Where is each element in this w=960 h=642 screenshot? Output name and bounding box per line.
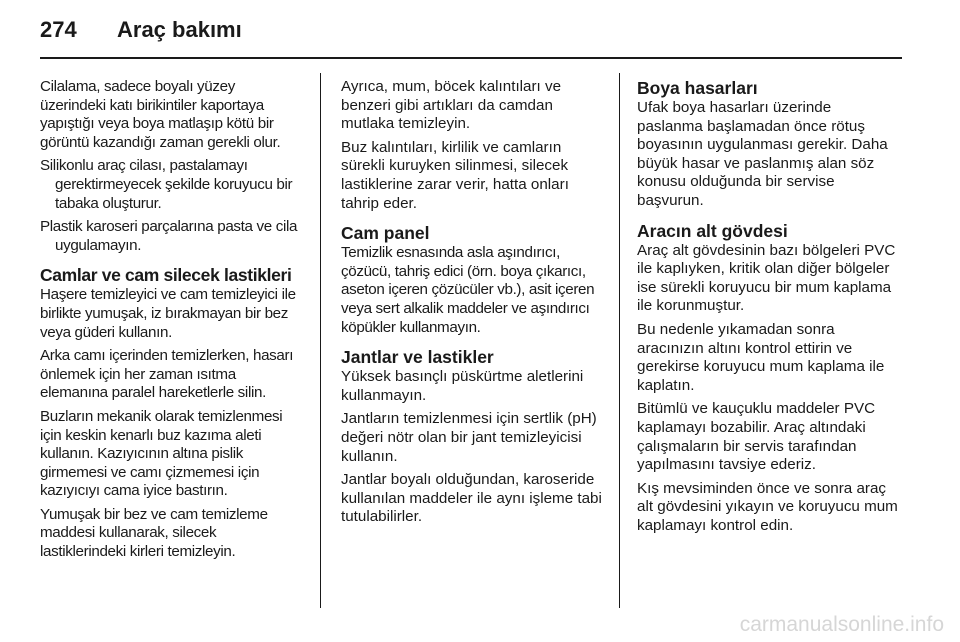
paragraph-sunroof-cleaning: Temizlik esnasında asla aşındırıcı, çözücü, tahriş edici (örn. boya çıkarıcı, aseton içeren çözücüler vb.), asit içeren veya sert alkalik maddeler ve aşındırıcı köpükler kullanmayın. xyxy=(341,244,595,336)
paragraph-residues: Ayrıca, mum, böcek kalıntıları ve benzeri gibi artıkları da camdan mutlaka temizleyin. xyxy=(341,78,562,133)
heading-underbody: Aracın alt gövdesi xyxy=(637,220,788,241)
paragraph-wiper-blades: Yumuşak bir bez ve cam temizleme maddesi kullanarak, silecek lastiklerindeki kirleri temizleyin. xyxy=(40,505,268,561)
watermark: carmanualsonline.info xyxy=(739,613,944,636)
paragraph-bitumen: Bitümlü ve kauçuklu maddeler PVC kaplamayı bozabilir. Araç altındaki çalışmaların bir servis tarafından yapılmasını tavsiye ederiz. xyxy=(637,400,876,474)
heading-wheels-tyres: Jantlar ve lastikler xyxy=(341,347,494,368)
paragraph-silicone-wax: Silikonlu araç cilası, pastalamayı gerektirmeyecek şekilde koruyucu bir tabaka oluşturur. xyxy=(40,157,293,212)
paragraph-winter: Kış mevsiminden önce ve sonra araç alt gövdesini yıkayın ve koruyucu mum kaplamayı kontrol edin. xyxy=(637,479,898,534)
paragraph-waxing: Cilalama, sadece boyalı yüzey üzerindeki katı birikintiler kaportaya yapıştığı veya boya matlaşıp kötü bir görüntü kazandığı zaman gerekli olur. xyxy=(40,78,281,151)
paragraph-paint-touchup: Ufak boya hasarları üzerinde paslanma başlamadan önce rötuş boyasının uygulanması gerekir. Daha büyük hasar ve paslanmış alan söz konusu olduğunda bir servise başvurun. xyxy=(637,99,888,209)
page-title: Araç bakımı xyxy=(117,17,242,42)
paragraph-pvc-coating: Araç alt gövdesinin bazı bölgeleri PVC ile kaplıyken, kritik olan diğer bölgeler ise sürekli koruyucu bir mum kaplama ile korunmuştur. xyxy=(637,241,896,315)
paragraph-check-underbody: Bu nedenle yıkamadan sonra aracınızın altını kontrol ettirin ve gerekirse koruyucu mum kaplama ile kaplatın. xyxy=(637,320,885,394)
paragraph-ice-scraper: Buzların mekanik olarak temizlenmesi için keskin kenarlı buz kazıma aleti kullanın. Kazıyıcının altına pislik girmemesi ve camı çizmemesi için kazıyıcıyı cama iyice bastırın. xyxy=(40,407,283,500)
paragraph-ice-residues: Buz kalıntıları, kirlilik ve camların sürekli kuruyken silinmesi, silecek lastiklerine zarar verir, hatta onları tahrip eder. xyxy=(341,138,569,212)
paragraph-high-pressure: Yüksek basınçlı püskürtme aletlerini kullanmayın. xyxy=(341,368,584,404)
page-number: 274 xyxy=(40,17,77,42)
header-rule xyxy=(40,57,902,59)
paragraph-plastic-parts: Plastik karoseri parçalarına pasta ve cila uygulamayın. xyxy=(40,218,298,254)
paragraph-painted-wheels: Jantlar boyalı olduğundan, karoseride kullanılan maddeler ile aynı işleme tabi tutulabilirler. xyxy=(341,471,602,526)
column-divider-2 xyxy=(619,73,620,608)
heading-paint-damage: Boya hasarları xyxy=(637,78,758,98)
heading-windows-wipers: Camlar ve cam silecek lastikleri xyxy=(40,265,292,286)
column-divider-1 xyxy=(320,73,321,608)
column-1 xyxy=(40,78,304,567)
paragraph-cleaner-cloth: Haşere temizleyici ve cam temizleyici ile birlikte yumuşak, iz bırakmayan bir bez veya güderi kullanın. xyxy=(40,286,296,341)
page-header xyxy=(0,0,960,60)
heading-sunroof: Cam panel xyxy=(341,223,430,244)
paragraph-rear-window: Arka camı içerinden temizlerken, hasarı önlemek için her zaman ısıtma elemanına paralel hareketlerle silin. xyxy=(40,347,294,402)
column-2 xyxy=(341,78,605,532)
column-3 xyxy=(637,78,901,540)
paragraph-wheel-cleaner: Jantların temizlenmesi için sertlik (pH) değeri nötr olan bir jant temizleyicisi kullanın. xyxy=(341,410,597,465)
